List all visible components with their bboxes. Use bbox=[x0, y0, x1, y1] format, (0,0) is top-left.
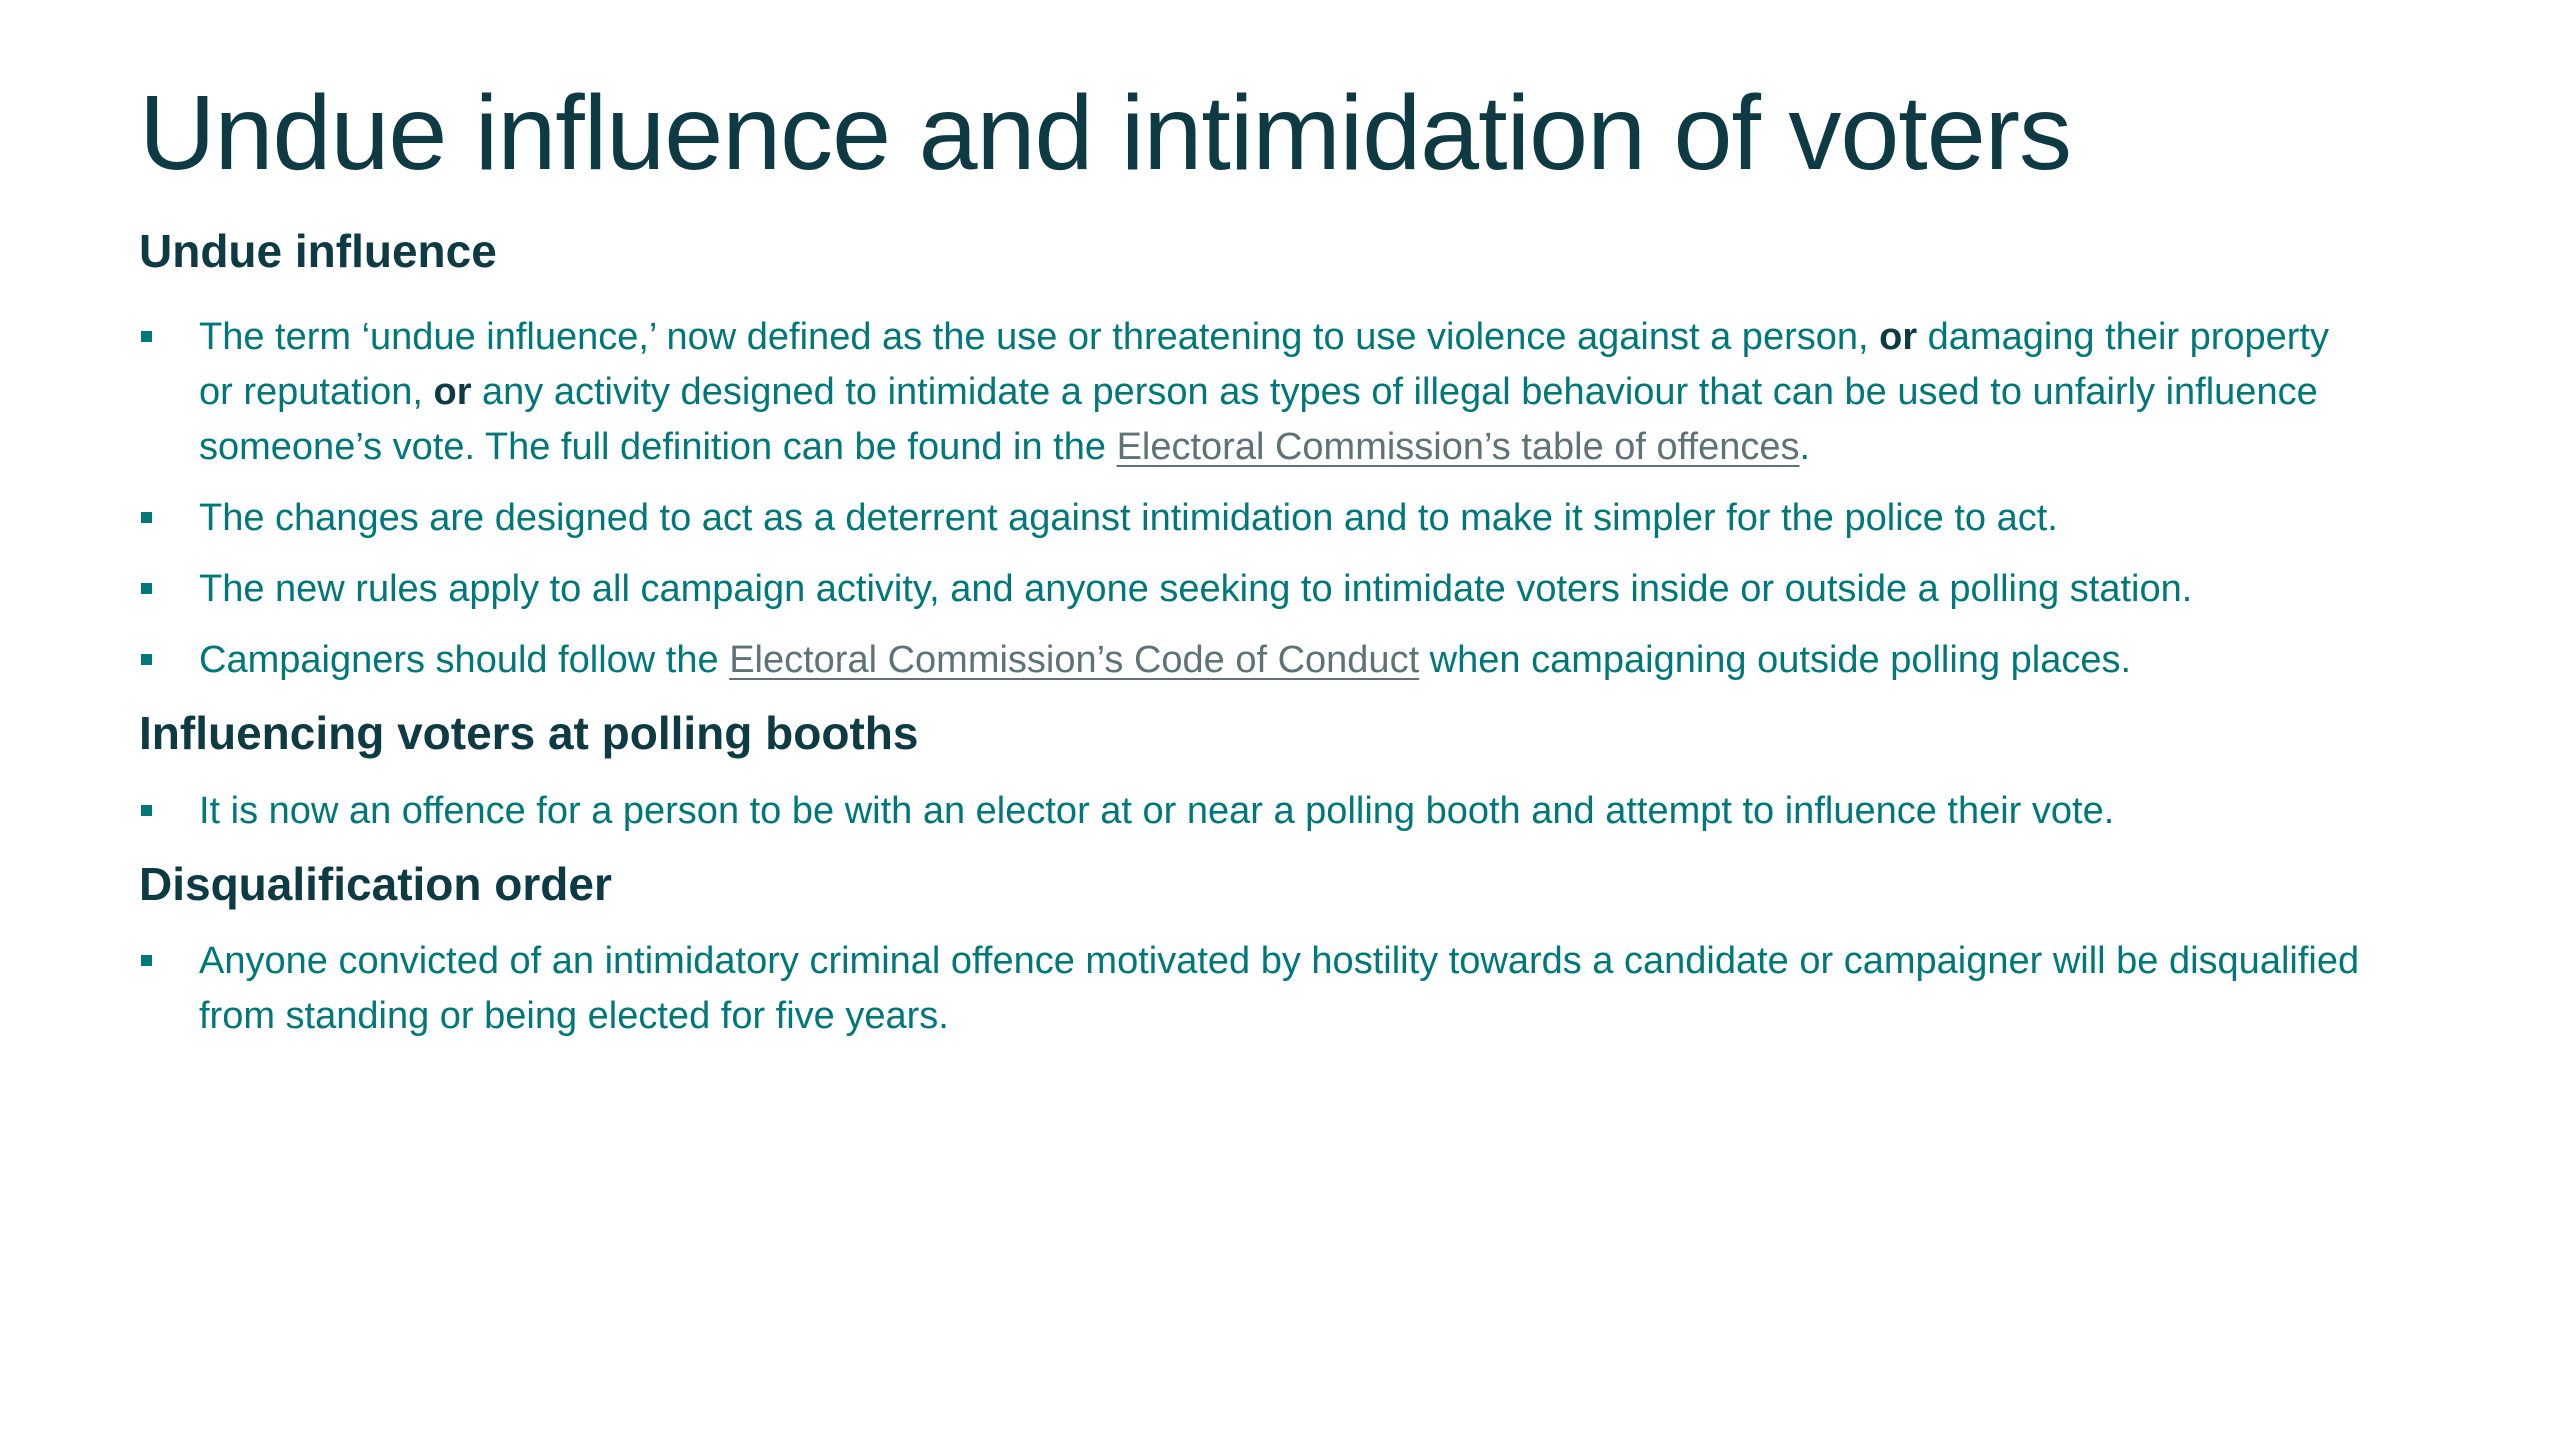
bullet-text: The term ‘undue influence,’ now defined as the use or threatening to use violence against a person, bbox=[199, 315, 1880, 358]
polling-booths-list bbox=[139, 784, 2369, 839]
bullet-text: . bbox=[1799, 425, 1811, 468]
bullet-text: when campaigning outside polling places. bbox=[1419, 638, 2132, 681]
square-bullet-icon bbox=[141, 583, 152, 594]
bullet-text: Campaigners should follow the bbox=[199, 638, 730, 681]
slide-content bbox=[139, 222, 2369, 1044]
square-bullet-icon bbox=[141, 805, 152, 816]
disqualification-list bbox=[139, 934, 2369, 1044]
section-heading-polling-booths: Influencing voters at polling booths bbox=[139, 706, 919, 759]
list-item bbox=[139, 491, 2369, 546]
undue-influence-list bbox=[139, 310, 2369, 688]
bullet-text: The new rules apply to all campaign activity, and anyone seeking to intimidate voters inside or outside a polling station. bbox=[199, 567, 2193, 610]
bold-or: or bbox=[1879, 315, 1918, 358]
list-item bbox=[139, 934, 2369, 1044]
square-bullet-icon bbox=[141, 654, 152, 665]
bullet-text: any activity designed to intimidate a person as types of illegal behaviour that can be used to unfairly influence someone’s vote. The full definition can be found in the bbox=[199, 370, 2318, 468]
bullet-text: Anyone convicted of an intimidatory criminal offence motivated by hostility towards a candidate or campaigner will be disqualified from standing or being elected for five years. bbox=[199, 940, 2360, 1038]
bullet-text: It is now an offence for a person to be with an elector at or near a polling booth and attempt to influence their vote. bbox=[199, 789, 2115, 832]
bold-or: or bbox=[433, 370, 472, 413]
bullet-text: damaging their property or reputation, bbox=[199, 315, 2330, 413]
list-item bbox=[139, 633, 2369, 688]
square-bullet-icon bbox=[141, 955, 152, 966]
section-heading-disqualification-order: Disqualification order bbox=[139, 857, 612, 910]
square-bullet-icon bbox=[141, 512, 152, 523]
square-bullet-icon bbox=[141, 331, 152, 342]
code-of-conduct-link[interactable]: Electoral Commission’s Code of Conduct bbox=[729, 638, 1420, 681]
section-heading-undue-influence: Undue influence bbox=[139, 225, 497, 277]
list-item bbox=[139, 784, 2369, 839]
list-item bbox=[139, 310, 2369, 475]
slide-title: Undue influence and intimidation of voters bbox=[139, 74, 2071, 192]
table-of-offences-link[interactable]: Electoral Commission’s table of offences bbox=[1116, 425, 1800, 468]
bullet-text: The changes are designed to act as a deterrent against intimidation and to make it simpler for the police to act. bbox=[199, 496, 2058, 539]
list-item bbox=[139, 562, 2369, 617]
